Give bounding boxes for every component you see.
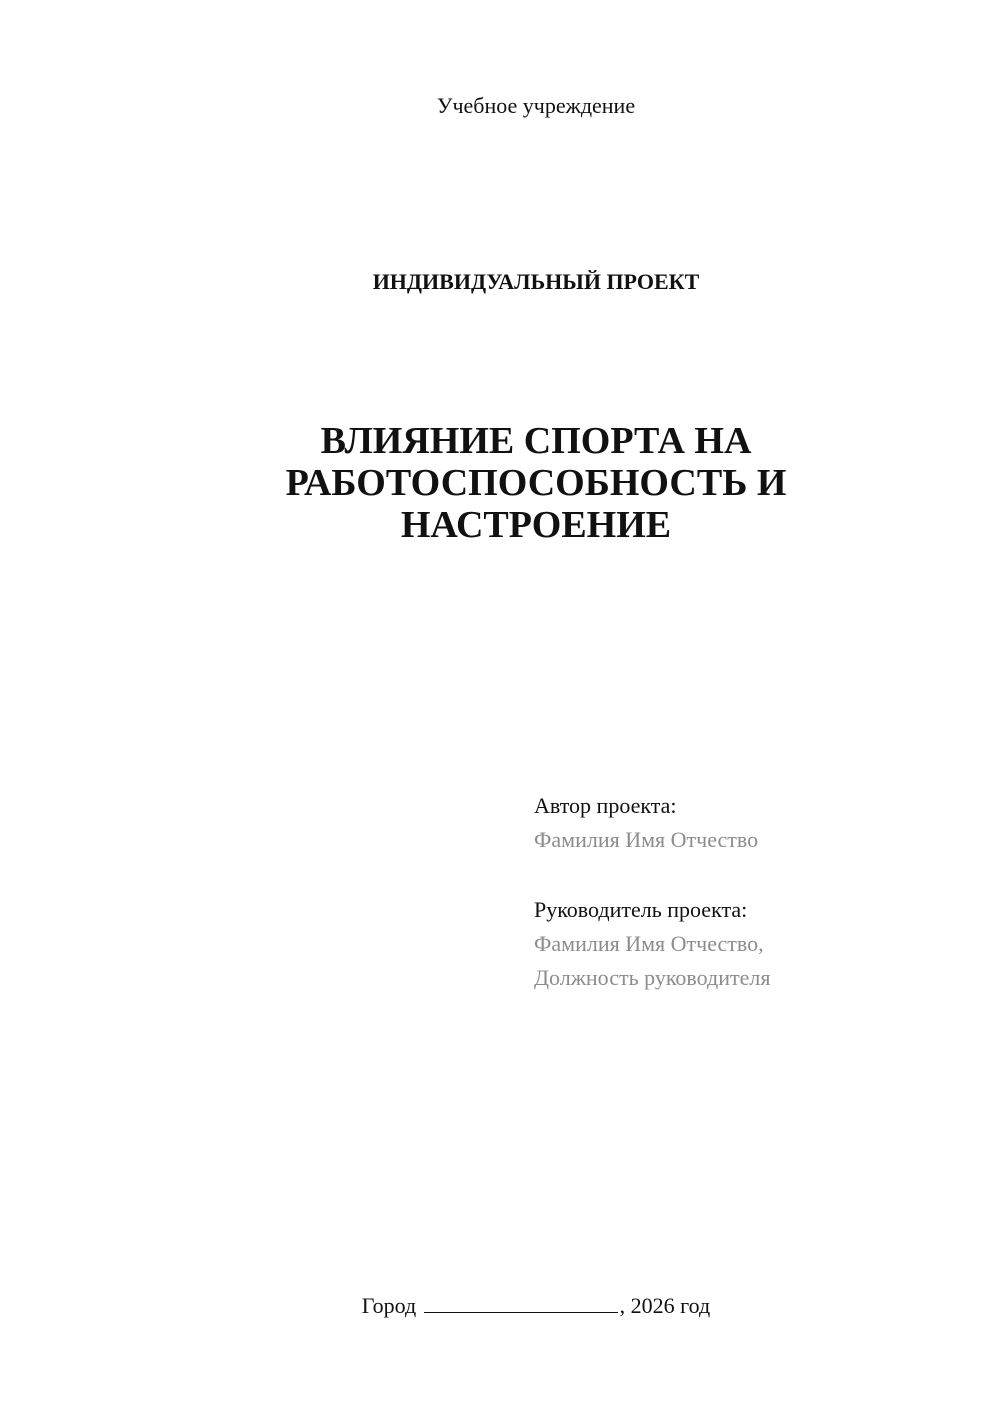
author-label: Автор проекта: [534,793,677,818]
supervisor-position: Должность руководителя [534,965,771,990]
project-title [236,420,836,546]
project-title-line-3: НАСТРОЕНИЕ [400,504,672,546]
project-title-line-2: РАБОТОСПОСОБНОСТЬ И [285,462,787,504]
supervisor-label: Руководитель проекта: [534,897,748,922]
supervisor-name: Фамилия Имя Отчество, [534,931,764,956]
author-name: Фамилия Имя Отчество [534,827,759,852]
document-type: ИНДИВИДУАЛЬНЫЙ ПРОЕКТ [372,269,700,294]
city-year-line [0,1290,1000,1320]
project-title-line-1: ВЛИЯНИЕ СПОРТА НА [320,420,752,462]
city-blank-underline [424,1290,618,1313]
credits-spacer [534,857,974,893]
city-label: Город [361,1293,417,1318]
institution-name: Учебное учреждение [436,93,636,118]
credits-block [534,789,974,995]
year-text: , 2026 год [619,1293,711,1318]
